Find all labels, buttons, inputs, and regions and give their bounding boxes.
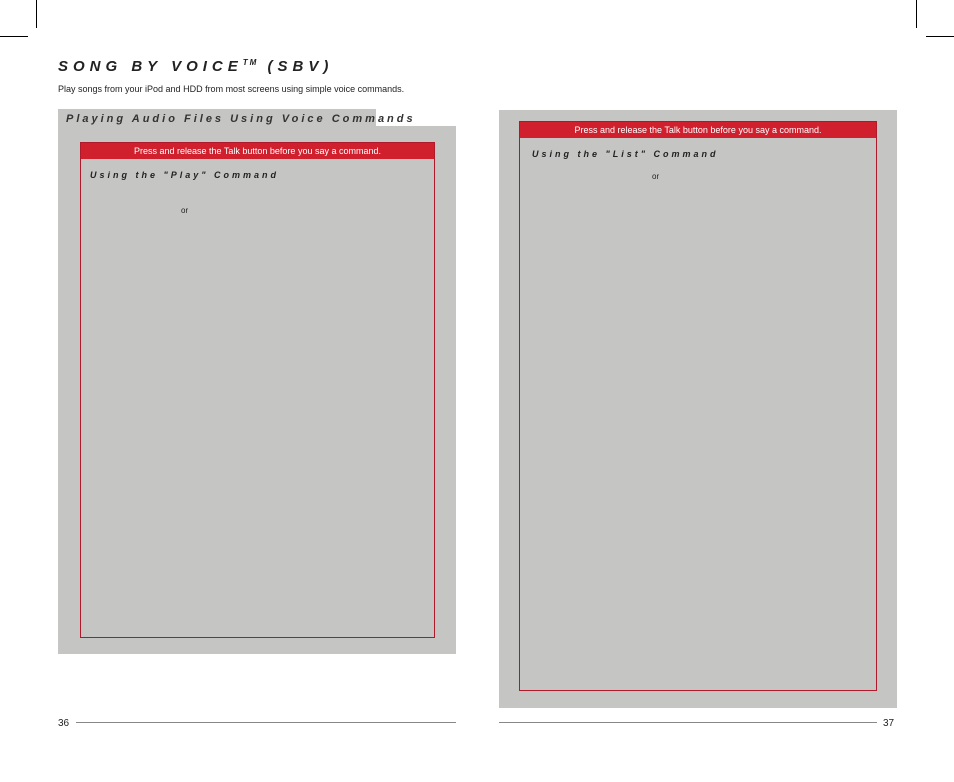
title-suffix: (SBV) xyxy=(267,58,334,75)
intro: Play songs from your iPod and HDD from most screens using simple voice commands. xyxy=(58,84,405,94)
page-number-right: 37 xyxy=(883,718,895,729)
right-or: or xyxy=(652,172,660,181)
left-talk-bar: Press and release the Talk button before you say a command. xyxy=(81,143,434,159)
title xyxy=(58,58,333,75)
right-frame xyxy=(519,121,877,691)
left-or: or xyxy=(181,206,189,215)
section-tab-label: Playing Audio Files Using Voice Commands xyxy=(66,113,416,125)
title-text: SONG BY VOICE xyxy=(58,58,243,75)
left-subheading: Using the "Play" Command xyxy=(90,170,280,180)
page-number-left: 36 xyxy=(58,718,70,729)
title-trademark: TM xyxy=(242,58,259,67)
right-talk-bar: Press and release the Talk button before you say a command. xyxy=(520,122,876,138)
right-subheading: Using the "List" Command xyxy=(532,149,719,159)
left-frame xyxy=(80,142,435,638)
